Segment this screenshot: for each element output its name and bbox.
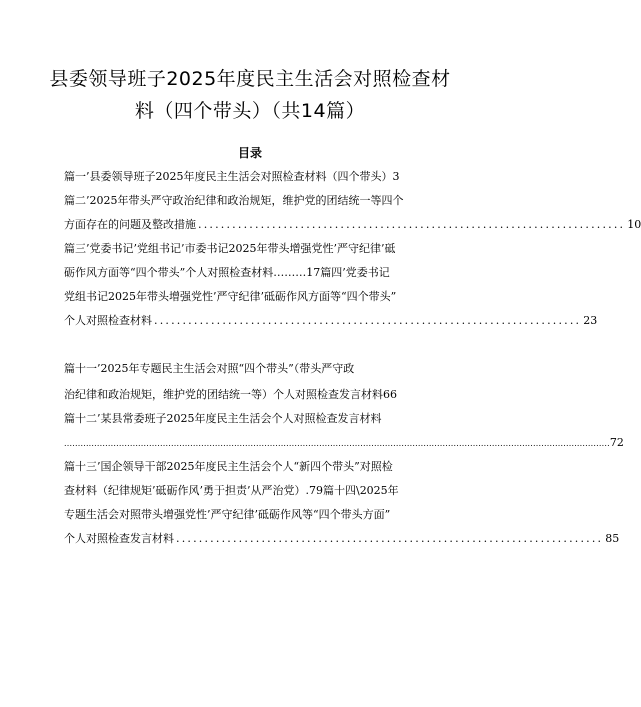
toc-entry-14-page: 85 xyxy=(605,532,620,545)
toc-entry-13-line-1: 篇十三’国企领导干部2025年度民主生活会个人“新四个带头”对照检 xyxy=(64,460,393,473)
toc-entry-3-line-2: 砺作风方面等“四个带头”个人对照检查材料………17篇四’党委书记 xyxy=(64,266,390,279)
toc-entry-2-page: 10 xyxy=(627,218,641,231)
toc-entry-12-page: 72 xyxy=(609,436,624,449)
toc-leader-dots: ........................................................................... xyxy=(154,314,582,327)
toc-entry-2-line-1: 篇二’2025年带头严守政治纪律和政治规矩，维护党的团结统一等四个 xyxy=(64,194,404,207)
toc-entry-4-line-1: 党组书记2025年带头增强党性’严守纪律’砥砺作风方面等“四个带头” xyxy=(64,290,397,303)
toc-entry-2-text: 方面存在的问题及整改措施 xyxy=(64,218,196,231)
toc-leader-dots: ........................................................................... xyxy=(176,532,604,545)
toc-entry-3-line-1: 篇三’党委书记’党组书记’市委书记2025年带头增强党性’严守纪律’砥 xyxy=(64,242,396,255)
toc-entry-11-line-2: 治纪律和政治规矩，维护党的团结统一等）个人对照检查发言材料66 xyxy=(64,388,397,401)
toc-leader-dots: ....................................................................................................................................................................................................... xyxy=(64,439,610,448)
toc-entry-2-line-2 xyxy=(64,218,641,232)
toc-entry-14-line-1: 专题生活会对照带头增强党性’严守纪律’砥砺作风等“四个带头方面” xyxy=(64,508,391,521)
toc-leader-dots: ........................................................................... xyxy=(198,218,626,231)
toc-entry-11-line-1: 篇十一’2025年专题民主生活会对照“四个带头”（带头严守政 xyxy=(64,362,355,375)
toc-entry-4-text: 个人对照检查材料 xyxy=(64,314,152,327)
toc-entry-1: 篇一’县委领导班子2025年度民主生活会对照检查材料（四个带头）3 xyxy=(64,170,400,183)
document-title-line-2: 料（四个带头）（共14篇） xyxy=(134,100,366,122)
toc-entry-12-line-1: 篇十二’某县常委班子2025年度民主生活会个人对照检查发言材料 xyxy=(64,412,382,425)
toc-entry-13-line-2: 查材料（纪律规矩’砥砺作风’勇于担责’从严治党）.79篇十四\2025年 xyxy=(64,484,399,497)
toc-entry-4-line-2 xyxy=(64,314,598,328)
toc-entry-14-line-2 xyxy=(64,532,620,546)
toc-entry-4-page: 23 xyxy=(583,314,598,327)
document-title-line-1: 县委领导班子2025年度民主生活会对照检查材 xyxy=(49,68,451,90)
toc-heading: 目录 xyxy=(237,146,262,160)
toc-entry-14-text: 个人对照检查发言材料 xyxy=(64,532,174,545)
toc-entry-12-line-2 xyxy=(64,436,624,451)
